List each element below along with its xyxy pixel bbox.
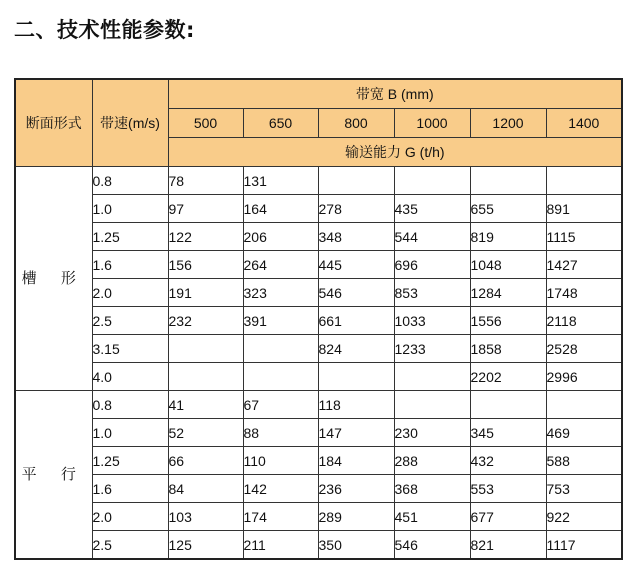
capacity-cell: 289 [318, 503, 394, 531]
table-row [15, 503, 622, 531]
table-row [15, 419, 622, 447]
width-header: 1200 [470, 109, 546, 138]
speed-cell: 2.5 [92, 531, 168, 560]
speed-cell: 1.6 [92, 475, 168, 503]
table-row [15, 167, 622, 195]
capacity-cell: 88 [243, 419, 318, 447]
capacity-cell: 156 [168, 251, 243, 279]
capacity-cell: 853 [394, 279, 470, 307]
capacity-cell: 206 [243, 223, 318, 251]
capacity-cell: 1284 [470, 279, 546, 307]
capacity-cell: 67 [243, 391, 318, 419]
table-row [15, 363, 622, 391]
capacity-cell: 1858 [470, 335, 546, 363]
capacity-cell: 2118 [546, 307, 622, 335]
capacity-cell [168, 335, 243, 363]
capacity-cell: 278 [318, 195, 394, 223]
table-row [15, 223, 622, 251]
capacity-cell: 2528 [546, 335, 622, 363]
capacity-cell: 288 [394, 447, 470, 475]
capacity-cell: 922 [546, 503, 622, 531]
capacity-cell: 147 [318, 419, 394, 447]
page-title: 二、技术性能参数: [14, 18, 195, 42]
capacity-cell: 1556 [470, 307, 546, 335]
capacity-cell [546, 167, 622, 195]
capacity-cell: 84 [168, 475, 243, 503]
capacity-cell: 184 [318, 447, 394, 475]
capacity-cell [168, 363, 243, 391]
capacity-cell: 553 [470, 475, 546, 503]
speed-cell: 0.8 [92, 391, 168, 419]
capacity-cell: 211 [243, 531, 318, 560]
table-row [15, 447, 622, 475]
speed-cell: 1.0 [92, 195, 168, 223]
capacity-cell [318, 167, 394, 195]
speed-cell: 3.15 [92, 335, 168, 363]
table-row [15, 307, 622, 335]
capacity-cell: 41 [168, 391, 243, 419]
capacity-cell: 164 [243, 195, 318, 223]
capacity-cell: 110 [243, 447, 318, 475]
width-header: 650 [243, 109, 318, 138]
capacity-cell: 544 [394, 223, 470, 251]
width-header: 500 [168, 109, 243, 138]
capacity-cell: 264 [243, 251, 318, 279]
capacity-cell: 125 [168, 531, 243, 560]
capacity-cell: 451 [394, 503, 470, 531]
capacity-cell [394, 167, 470, 195]
capacity-cell: 435 [394, 195, 470, 223]
capacity-cell: 232 [168, 307, 243, 335]
capacity-cell [318, 363, 394, 391]
width-header: 1400 [546, 109, 622, 138]
capacity-cell: 1233 [394, 335, 470, 363]
table-row [15, 279, 622, 307]
capacity-cell [394, 391, 470, 419]
speed-cell: 2.5 [92, 307, 168, 335]
capacity-cell: 174 [243, 503, 318, 531]
capacity-cell: 391 [243, 307, 318, 335]
capacity-cell: 677 [470, 503, 546, 531]
capacity-cell: 445 [318, 251, 394, 279]
section-name: 槽 形 [15, 167, 92, 391]
table-row [15, 251, 622, 279]
capacity-cell: 546 [394, 531, 470, 560]
header-speed: 带速(m/s) [92, 79, 168, 167]
capacity-cell: 52 [168, 419, 243, 447]
capacity-cell: 122 [168, 223, 243, 251]
capacity-cell: 661 [318, 307, 394, 335]
table-row [15, 335, 622, 363]
capacity-cell: 655 [470, 195, 546, 223]
capacity-cell: 1115 [546, 223, 622, 251]
capacity-cell: 469 [546, 419, 622, 447]
table-row [15, 195, 622, 223]
capacity-cell: 1427 [546, 251, 622, 279]
table-row [15, 475, 622, 503]
speed-cell: 1.0 [92, 419, 168, 447]
capacity-cell: 142 [243, 475, 318, 503]
capacity-cell: 1748 [546, 279, 622, 307]
capacity-cell: 97 [168, 195, 243, 223]
capacity-cell: 350 [318, 531, 394, 560]
capacity-cell: 588 [546, 447, 622, 475]
capacity-cell [394, 363, 470, 391]
capacity-cell: 66 [168, 447, 243, 475]
section-name: 平 行 [15, 391, 92, 560]
speed-cell: 1.6 [92, 251, 168, 279]
spec-table [14, 78, 623, 560]
header-capacity: 输送能力 G (t/h) [168, 138, 622, 167]
capacity-cell: 2996 [546, 363, 622, 391]
capacity-cell: 546 [318, 279, 394, 307]
capacity-cell: 348 [318, 223, 394, 251]
speed-cell: 0.8 [92, 167, 168, 195]
capacity-cell: 819 [470, 223, 546, 251]
speed-cell: 1.25 [92, 223, 168, 251]
capacity-cell: 236 [318, 475, 394, 503]
capacity-cell: 323 [243, 279, 318, 307]
capacity-cell: 191 [168, 279, 243, 307]
capacity-cell: 1033 [394, 307, 470, 335]
header-band-width: 带宽 B (mm) [168, 79, 622, 109]
capacity-cell [243, 363, 318, 391]
capacity-cell: 103 [168, 503, 243, 531]
header-section: 断面形式 [15, 79, 92, 167]
speed-cell: 2.0 [92, 503, 168, 531]
capacity-cell: 821 [470, 531, 546, 560]
capacity-cell: 78 [168, 167, 243, 195]
speed-cell: 4.0 [92, 363, 168, 391]
capacity-cell: 1048 [470, 251, 546, 279]
width-header: 800 [318, 109, 394, 138]
width-header: 1000 [394, 109, 470, 138]
capacity-cell: 230 [394, 419, 470, 447]
table-body [15, 167, 622, 560]
capacity-cell [546, 391, 622, 419]
capacity-cell [243, 335, 318, 363]
capacity-cell: 2202 [470, 363, 546, 391]
capacity-cell: 118 [318, 391, 394, 419]
capacity-cell: 696 [394, 251, 470, 279]
speed-cell: 1.25 [92, 447, 168, 475]
capacity-cell: 891 [546, 195, 622, 223]
capacity-cell: 131 [243, 167, 318, 195]
capacity-cell: 1117 [546, 531, 622, 560]
capacity-cell [470, 167, 546, 195]
capacity-cell [470, 391, 546, 419]
capacity-cell: 432 [470, 447, 546, 475]
capacity-cell: 345 [470, 419, 546, 447]
speed-cell: 2.0 [92, 279, 168, 307]
capacity-cell: 824 [318, 335, 394, 363]
capacity-cell: 368 [394, 475, 470, 503]
table-row [15, 531, 622, 560]
capacity-cell: 753 [546, 475, 622, 503]
table-row [15, 391, 622, 419]
